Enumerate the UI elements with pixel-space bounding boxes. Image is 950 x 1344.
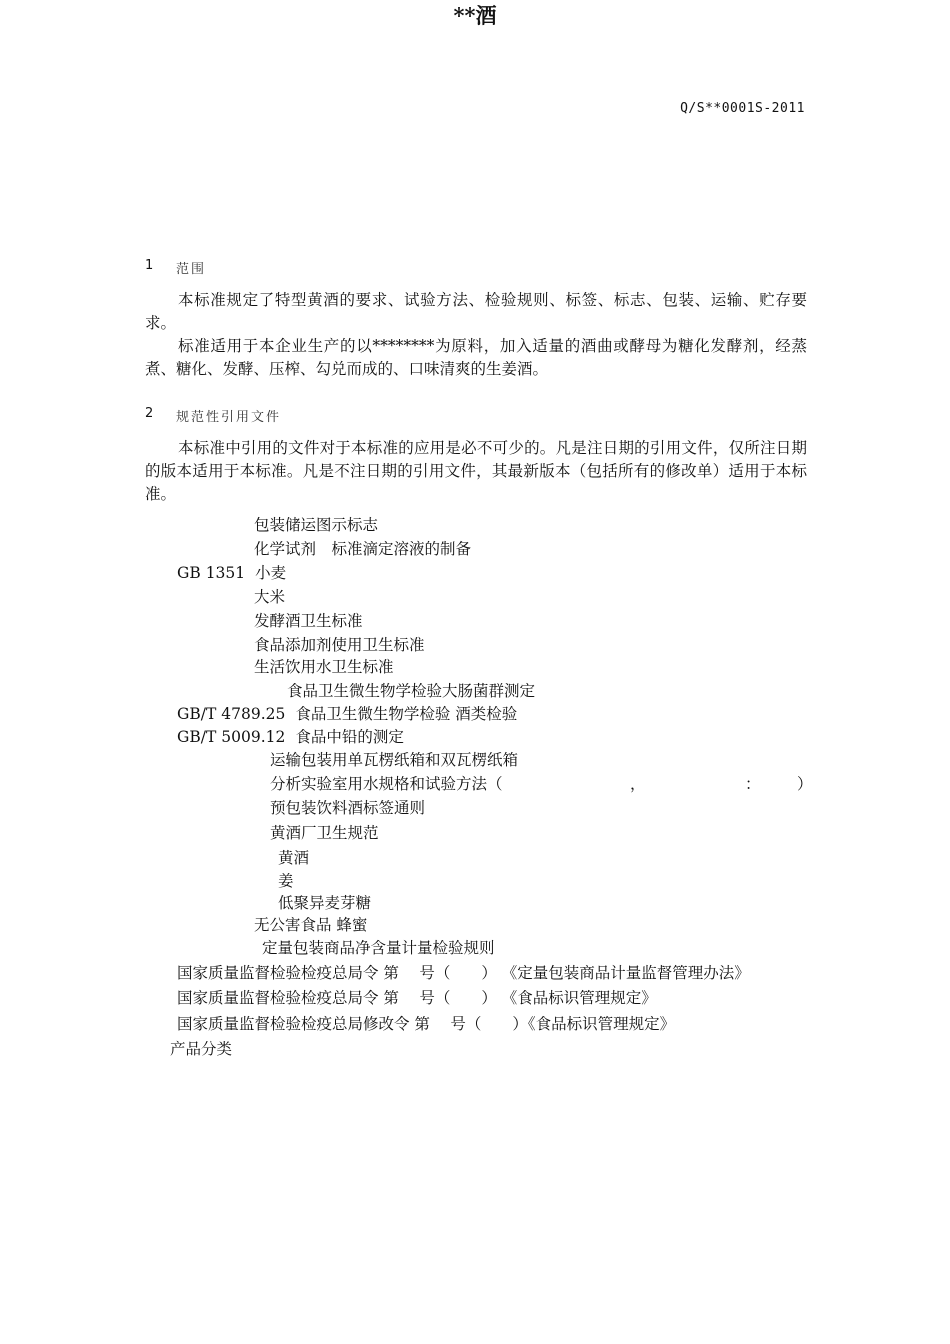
section-1-number: 1 — [145, 258, 154, 273]
reference-item — [254, 586, 295, 608]
document-code: Q/S**0001S-2011 — [680, 101, 805, 116]
reference-code: GB/T 4789.25 — [177, 705, 286, 723]
reference-text: 产品分类 — [170, 1040, 233, 1058]
reference-item — [270, 749, 528, 771]
reference-text: 发酵酒卫生标准 — [254, 612, 363, 630]
reference-text: 国家质量监督检验检疫总局令 第 号（ ） 《定量包装商品计量监督管理办法》 — [177, 964, 750, 982]
reference-item — [177, 987, 667, 1009]
reference-text: 小麦 — [255, 564, 287, 582]
reference-text: 食品添加剂使用卫生标准 — [254, 636, 425, 654]
document-title: **酒 — [453, 3, 497, 28]
section-2-title: 规范性引用文件 — [176, 410, 282, 425]
scope-paragraph-1: 本标准规定了特型黄酒的要求、试验方法、检验规则、标签、标志、包装、运输、贮存要求。 — [145, 291, 807, 332]
reference-item — [254, 656, 404, 678]
reference-item — [254, 610, 373, 632]
scope-text — [145, 289, 807, 381]
reference-text: 黄酒 — [278, 849, 310, 867]
reference-punct: ， — [630, 775, 646, 793]
reference-text: 大米 — [254, 588, 286, 606]
reference-text: 姜 — [278, 872, 294, 890]
reference-text: 黄酒厂卫生规范 — [270, 824, 379, 842]
reference-text: 预包装饮料酒标签通则 — [270, 799, 426, 817]
reference-item — [270, 797, 435, 819]
reference-item — [278, 847, 319, 869]
reference-text: 无公害食品 蜂蜜 — [254, 916, 368, 934]
reference-text: 食品卫生微生物学检验 酒类检验 — [295, 705, 518, 723]
reference-text: 低聚异麦芽糖 — [278, 894, 372, 912]
reference-item — [270, 822, 389, 844]
section-2-number: 2 — [145, 406, 154, 421]
references-intro — [145, 437, 807, 506]
reference-text: 食品卫生微生物学检验大肠菌群测定 — [287, 682, 536, 700]
reference-punct: ） — [797, 775, 813, 793]
scope-paragraph-2: 标准适用于本企业生产的以********为原料，加入适量的酒曲或酵母为糖化发酵剂，经蒸煮、糖化、发酵、压榨、勾兑而成的、口味清爽的生姜酒。 — [145, 337, 807, 378]
reference-item — [278, 892, 381, 914]
reference-item — [278, 870, 304, 892]
reference-item — [177, 726, 414, 748]
reference-text: 化学试剂 标准滴定溶液的制备 — [254, 540, 472, 558]
reference-code: GB 1351 — [177, 564, 246, 582]
reference-text: 食品中铅的测定 — [295, 728, 404, 746]
reference-item — [254, 914, 377, 936]
reference-text: 生活饮用水卫生标准 — [254, 658, 394, 676]
reference-item — [270, 773, 513, 795]
reference-text: 国家质量监督检验检疫总局令 第 号（ ） 《食品标识管理规定》 — [177, 989, 657, 1007]
reference-text: 定量包装商品净含量计量检验规则 — [262, 939, 495, 957]
reference-text: 包装储运图示标志 — [254, 516, 379, 534]
reference-text: 运输包装用单瓦楞纸箱和双瓦楞纸箱 — [270, 751, 519, 769]
reference-item — [177, 962, 760, 984]
reference-item — [254, 514, 388, 536]
references-paragraph: 本标准中引用的文件对于本标准的应用是必不可少的。凡是注日期的引用文件，仅所注日期的版本适用于本标准。凡是不注日期的引用文件，其最新版本（包括所有的修改单）适用于本标准。 — [145, 439, 807, 503]
reference-item — [177, 1013, 685, 1035]
section-1-title: 范围 — [176, 262, 207, 277]
reference-item — [262, 937, 505, 959]
reference-code: GB/T 5009.12 — [177, 728, 286, 746]
reference-item — [177, 562, 296, 584]
reference-text: 国家质量监督检验检疫总局修改令 第 号（ ）《食品标识管理规定》 — [177, 1015, 676, 1033]
reference-item — [177, 703, 527, 725]
reference-item — [287, 680, 545, 702]
reference-item — [170, 1038, 242, 1060]
reference-text: 分析实验室用水规格和试验方法（ — [270, 775, 503, 793]
reference-item — [254, 538, 481, 560]
reference-punct: ： — [745, 775, 761, 793]
reference-item — [254, 634, 435, 656]
